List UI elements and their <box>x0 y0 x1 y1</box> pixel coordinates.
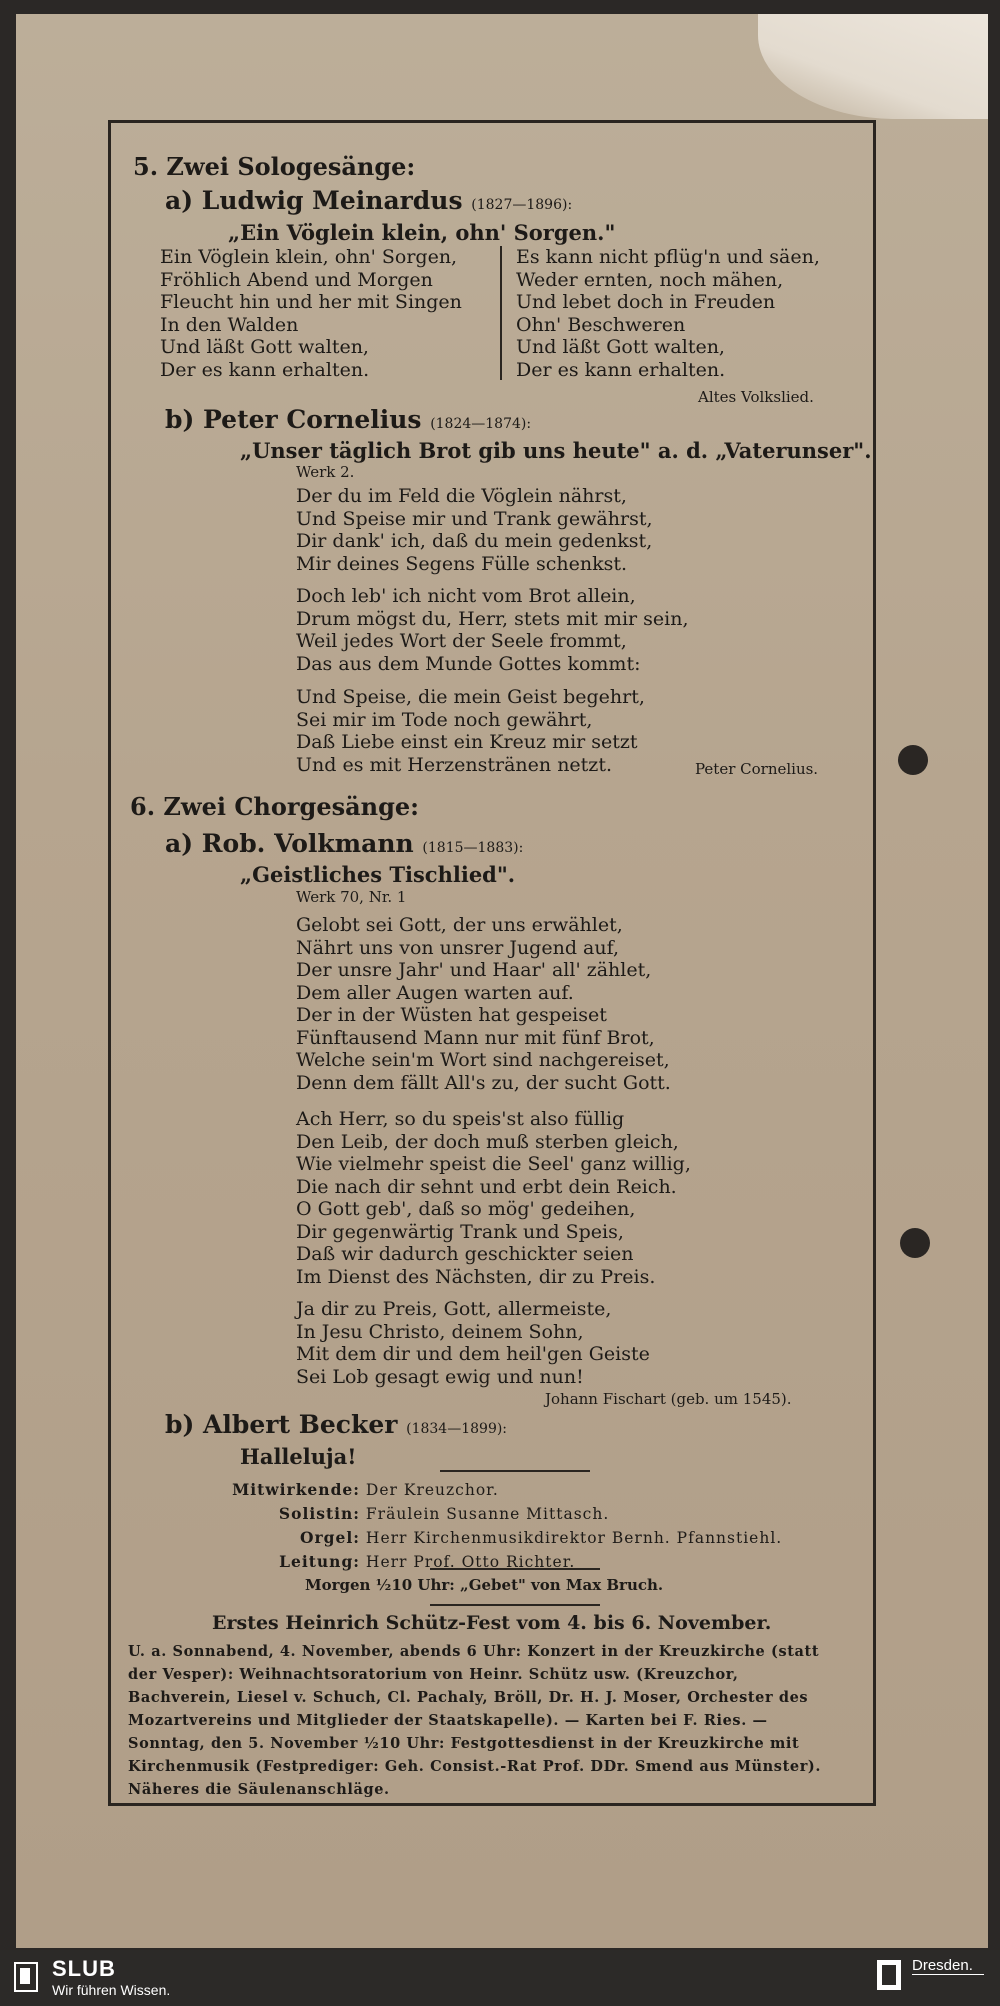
verse-line: Der in der Wüsten hat gespeiset <box>296 1004 607 1026</box>
item-letter: b) <box>165 405 195 434</box>
verse-line: Die nach dir sehnt und erbt dein Reich. <box>296 1175 677 1198</box>
poem-right-column <box>516 246 820 381</box>
poem-credit: Johann Fischart (geb. um 1545). <box>545 1390 792 1408</box>
performer-name: Fräulein Susanne Mittasch. <box>360 1505 610 1523</box>
poem-credit: Altes Volkslied. <box>698 388 814 406</box>
city-crest-icon <box>877 1960 901 1990</box>
performer-row <box>205 1526 782 1550</box>
city-name: Dresden. <box>912 1957 973 1974</box>
verse-line: Dir dank' ich, daß du mein gedenkst, <box>296 530 653 552</box>
verse-line: Denn dem fällt All's zu, der sucht Gott. <box>296 1071 671 1094</box>
song-title: „Ein Vöglein klein, ohn' Sorgen." <box>228 220 616 245</box>
divider-line <box>430 1568 600 1570</box>
concert-notice: U. a. Sonnabend, 4. November, abends 6 Uhr: Konzert in der Kreuzkirche (statt der Vesper): Weihnachtsoratorium von Heinr. Schütz usw. (Kreuzchor, Bachverein, Liesel v. Schuch, Cl. Pachaly, Bröll, Dr. H. J. Moser, Orchester des Mozartvereins und Mitglieder der Staatskapelle). — Karten bei F. Ries. — Sonntag, den 5. November ½10 Uhr: Festgottesdienst in der Kreuzkirche mit Kirchenmusik (Festprediger: Geh. Consist.-Rat Prof. DDr. Smend aus Münster). Näheres die Säulenanschläge. <box>128 1643 822 1798</box>
verse-line: Ach Herr, so du speis'st also füllig <box>296 1108 625 1130</box>
composer-line <box>165 1410 507 1439</box>
library-brand: SLUB <box>52 1956 116 1981</box>
composer-dates: (1827—1896): <box>471 197 573 213</box>
verse-line: Das aus dem Munde Gottes kommt: <box>296 652 641 675</box>
performer-row <box>205 1478 782 1502</box>
song-title: Halleluja! <box>240 1444 357 1469</box>
verse-line: Ohn' Beschweren <box>516 313 686 336</box>
verse-line: Doch leb' ich nicht vom Brot allein, <box>296 585 636 607</box>
performer-name: Herr Prof. Otto Richter. <box>360 1553 576 1571</box>
opus-number: Werk 70, Nr. 1 <box>296 888 407 906</box>
verse-line: Daß Liebe einst ein Kreuz mir setzt <box>296 731 638 753</box>
divider-line <box>430 1604 600 1606</box>
stanza <box>296 485 653 575</box>
verse-line: Wie vielmehr speist die Seel' ganz willig, <box>296 1153 691 1175</box>
library-footer <box>0 1950 1000 2006</box>
stanza <box>296 914 671 1094</box>
verse-line: Weil jedes Wort der Seele frommt, <box>296 630 627 652</box>
torn-paper-corner <box>758 14 988 119</box>
composer-line <box>165 405 531 434</box>
composer-line <box>165 829 523 858</box>
library-slogan: Wir führen Wissen. <box>52 1982 171 1998</box>
stanza <box>296 1108 691 1288</box>
verse-line: Der du im Feld die Vöglein nährst, <box>296 485 627 507</box>
verse-line: Der es kann erhalten. <box>516 358 726 381</box>
composer-name: Peter Cornelius <box>203 405 422 434</box>
composer-dates: (1815—1883): <box>422 840 524 856</box>
verse-line: Ein Vöglein klein, ohn' Sorgen, <box>160 246 458 268</box>
verse-line: Gelobt sei Gott, der uns erwählet, <box>296 914 623 936</box>
verse-line: Mir deines Segens Fülle schenkst. <box>296 552 628 575</box>
item-letter: a) <box>165 186 194 215</box>
composer-line <box>165 186 572 215</box>
verse-line: Der unsre Jahr' und Haar' all' zählet, <box>296 959 652 981</box>
stanza <box>296 585 689 675</box>
performer-row <box>205 1550 782 1574</box>
verse-line: Im Dienst des Nächsten, dir zu Preis. <box>296 1265 656 1288</box>
verse-line: Daß wir dadurch geschickter seien <box>296 1243 634 1265</box>
performer-role: Mitwirkende: <box>232 1480 360 1499</box>
verse-line: Und es mit Herzenstränen netzt. <box>296 753 612 776</box>
verse-line: Drum mögst du, Herr, stets mit mir sein, <box>296 607 689 630</box>
verse-line: Weder ernten, noch mähen, <box>516 268 784 291</box>
item-letter: b) <box>165 1410 195 1439</box>
verse-line: Fleucht hin und her mit Singen <box>160 291 462 313</box>
performer-name: Der Kreuzchor. <box>360 1481 499 1499</box>
composer-dates: (1834—1899): <box>406 1421 508 1437</box>
verse-line: Es kann nicht pflüg'n und säen, <box>516 246 820 268</box>
verse-line: Sei mir im Tode noch gewährt, <box>296 708 593 731</box>
column-divider <box>500 246 502 380</box>
verse-line: Der es kann erhalten. <box>160 358 370 381</box>
morning-note: Morgen ½10 Uhr: „Gebet" von Max Bruch. <box>305 1576 664 1594</box>
composer-name: Albert Becker <box>203 1410 398 1439</box>
verse-line: Den Leib, der doch muß sterben gleich, <box>296 1130 679 1153</box>
city-underline <box>912 1974 984 1975</box>
performer-role: Orgel: <box>300 1528 360 1547</box>
verse-line: Und läßt Gott walten, <box>160 336 369 358</box>
poem-credit: Peter Cornelius. <box>695 760 819 778</box>
verse-line: Nährt uns von unsrer Jugend auf, <box>296 936 619 959</box>
section-5-heading: 5. Zwei Sologesänge: <box>133 152 416 181</box>
opus-number: Werk 2. <box>296 463 355 481</box>
stanza <box>296 686 645 776</box>
performer-role: Solistin: <box>278 1504 360 1523</box>
performer-role: Leitung: <box>279 1552 360 1571</box>
item-letter: a) <box>165 829 194 858</box>
verse-line: Fünftausend Mann nur mit fünf Brot, <box>296 1026 655 1049</box>
verse-line: Sei Lob gesagt ewig und nun! <box>296 1365 584 1388</box>
fest-title: Erstes Heinrich Schütz-Fest vom 4. bis 6. November. <box>212 1612 772 1634</box>
section-6-heading: 6. Zwei Chorgesänge: <box>130 792 420 821</box>
divider-line <box>440 1470 590 1472</box>
verse-line: Dir gegenwärtig Trank und Speis, <box>296 1220 624 1243</box>
song-title: „Unser täglich Brot gib uns heute" a. d. „Vaterunser". <box>240 438 872 463</box>
verse-line: Fröhlich Abend und Morgen <box>160 268 433 291</box>
verse-line: Dem aller Augen warten auf. <box>296 981 574 1004</box>
composer-name: Rob. Volkmann <box>201 829 414 858</box>
verse-line: Und lebet doch in Freuden <box>516 291 776 313</box>
punch-hole <box>900 1228 930 1258</box>
verse-line: In Jesu Christo, deinem Sohn, <box>296 1320 584 1343</box>
performers-list <box>205 1478 782 1574</box>
verse-line: Ja dir zu Preis, Gott, allermeiste, <box>296 1298 612 1320</box>
verse-line: Mit dem dir und dem heil'gen Geiste <box>296 1343 650 1365</box>
slub-logo-icon <box>14 1962 38 1992</box>
verse-line: O Gott geb', daß so mög' gedeihen, <box>296 1198 636 1220</box>
verse-line: In den Walden <box>160 313 299 336</box>
composer-name: Ludwig Meinardus <box>201 186 463 215</box>
performer-name: Herr Kirchenmusikdirektor Bernh. Pfannstiehl. <box>360 1529 783 1547</box>
composer-dates: (1824—1874): <box>430 416 532 432</box>
poem-left-column <box>160 246 462 381</box>
performer-row <box>205 1502 782 1526</box>
song-title: „Geistliches Tischlied". <box>240 862 516 887</box>
stanza <box>296 1298 650 1388</box>
punch-hole <box>898 745 928 775</box>
verse-line: Und Speise, die mein Geist begehrt, <box>296 686 645 708</box>
verse-line: Und läßt Gott walten, <box>516 336 725 358</box>
verse-line: Und Speise mir und Trank gewährst, <box>296 507 653 530</box>
verse-line: Welche sein'm Wort sind nachgereiset, <box>296 1049 670 1071</box>
